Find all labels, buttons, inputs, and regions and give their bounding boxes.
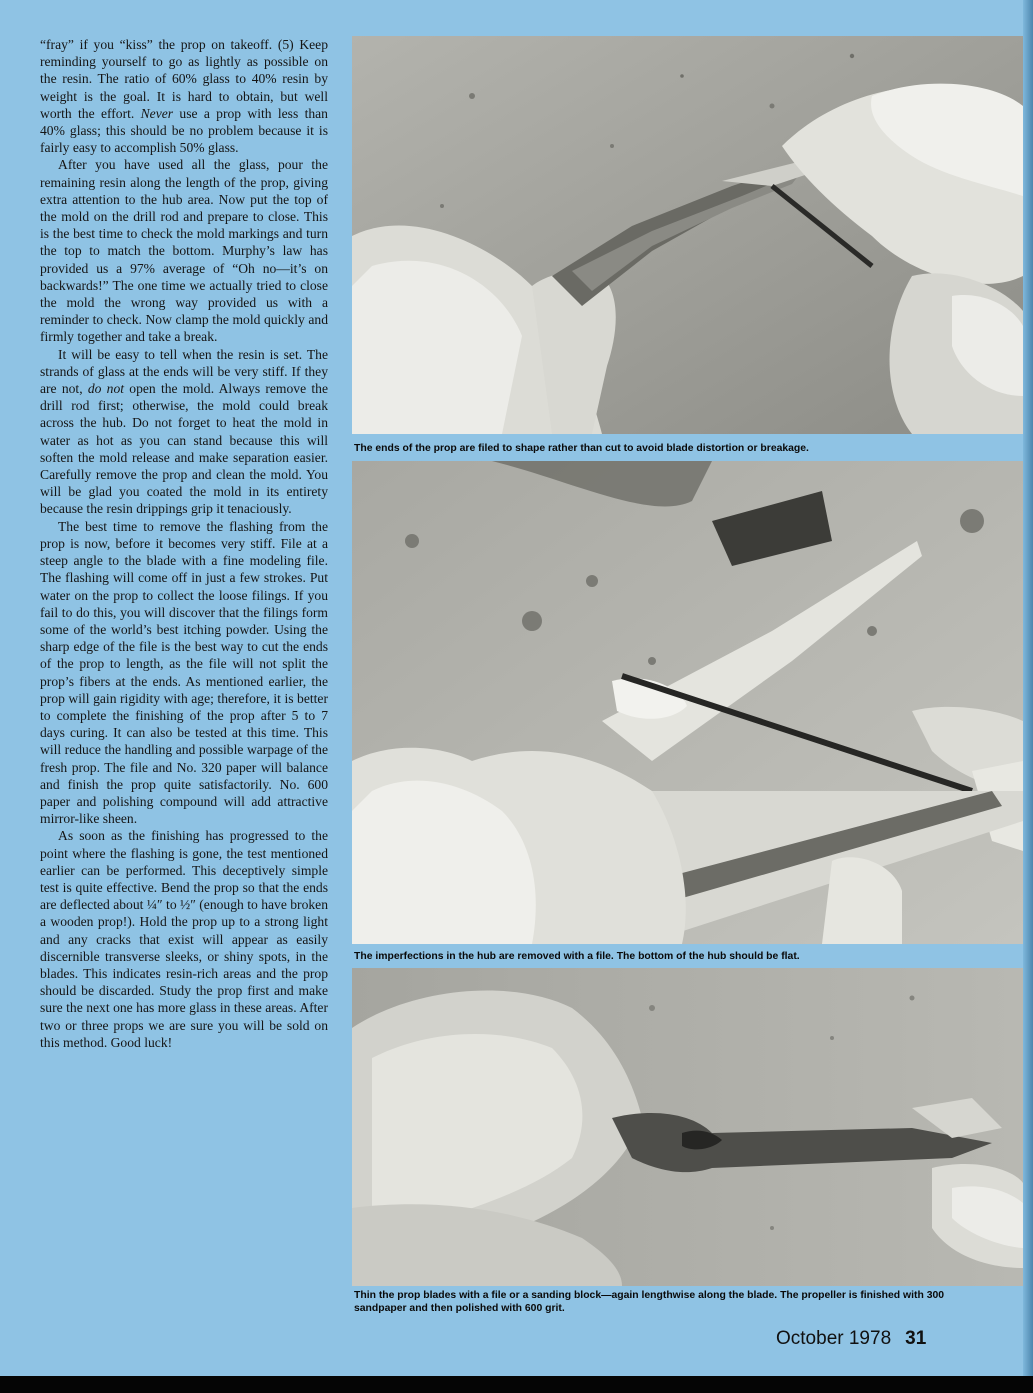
article-paragraph: The best time to remove the flashing from the prop is now, before it becomes very stiff. File at a steep angle to the blade with a fine modeling file. The flashing will come off in just a few strokes. Put water on the prop to collect the loose filings. If you fail to do this, you will discover that the filings form some of the world’s best itching powder. Using the sharp edge of the file is the best way to cut the ends of the prop to length, as the file will not split the prop’s fibers at the ends. As mentioned earlier, the prop will gain rigidity with age; therefore, it is better to complete the finishing of the prop after 5 to 7 days curing. It can also be tested at this time. This will reduce the handling and possible warpage of the fresh prop. The file and No. 320 paper will balance and finish the prop quite satisfactorily. No. 600 paper and polishing compound will add attractive mirror-like sheen. [40,518,328,827]
page-footer [776,1328,926,1350]
photo-filing-prop-ends [352,36,1023,434]
article-paragraph: After you have used all the glass, pour the remaining resin along the length of the prop, giving extra attention to the hub area. Now put the top of the mold on the drill rod and prepare to close. This is the best time to check the mold markings and turn the top to match the bottom. Murphy’s law has provided us a 97% average of “Oh no—it’s on backwards!” The one time we actually tried to close the mold the wrong way provided us with a reminder to check. Now clamp the mold quickly and firmly together and take a break. [40,157,328,345]
caption-photo-3: Thin the prop blades with a file or a sanding block—again lengthwise along the blade. The propeller is finished with 300 sandpaper and then polished with 600 grit. [354,1290,945,1314]
photo-filing-prop-ends-image [352,36,1023,434]
page-number: 31 [905,1328,927,1349]
article-paragraph: As soon as the finishing has progressed to the point where the flashing is gone, the test mentioned earlier can be performed. This deceptively simple test is quite effective. Bend the prop so that the ends are deflected about ¼″ to ½″ (enough to have broken a wooden prop!). Hold the prop up to a strong light and any cracks that exist will appear as easily discernible transverse sleeks, or shiny spots, in the blades. This indicates resin-rich areas and the prop should be discarded. Study the prop first and make sure the next one has more glass in these areas. After two or three props we are sure you will be sold on this method. Good luck! [40,828,328,1050]
photo-filing-hub [352,461,1023,944]
photo-thinning-blades-image [352,968,1023,1286]
article-text-column [40,36,328,1316]
page-edge-shadow [1023,0,1033,1376]
caption-photo-1: The ends of the prop are filed to shape rather than cut to avoid blade distortion or breakage. [354,443,809,454]
article-paragraph: “fray” if you “kiss” the prop on takeoff. (5) Keep reminding yourself to go as lightly as possible on the resin. The ratio of 60% glass to 40% resin by weight is the goal. It is hard to obtain, but well worth the effort. Never use a prop with less than 40% glass; this should be no problem because it is fairly easy to accomplish 50% glass. [40,37,328,156]
issue-date: October 1978 [776,1328,892,1349]
emphasis-do-not: do not [87,381,125,397]
scan-bottom-border [0,1376,1033,1393]
photo-filing-hub-image [352,461,1023,944]
caption-photo-2: The imperfections in the hub are removed with a file. The bottom of the hub should be flat. [354,951,800,962]
article-paragraph: It will be easy to tell when the resin is set. The strands of glass at the ends will be very stiff. If they are not, do not open the mold. Always remove the drill rod first; otherwise, the mold could break across the hub. Do not forget to heat the mold in water as hot as you can stand because this will soften the mold release and make separation easier. Carefully remove the prop and clean the mold. You will be glad you coated the mold in its entirety because the resin drippings grip it tenaciously. [40,346,328,517]
photo-thinning-blades [352,968,1023,1286]
emphasis-never: Never [140,105,174,121]
